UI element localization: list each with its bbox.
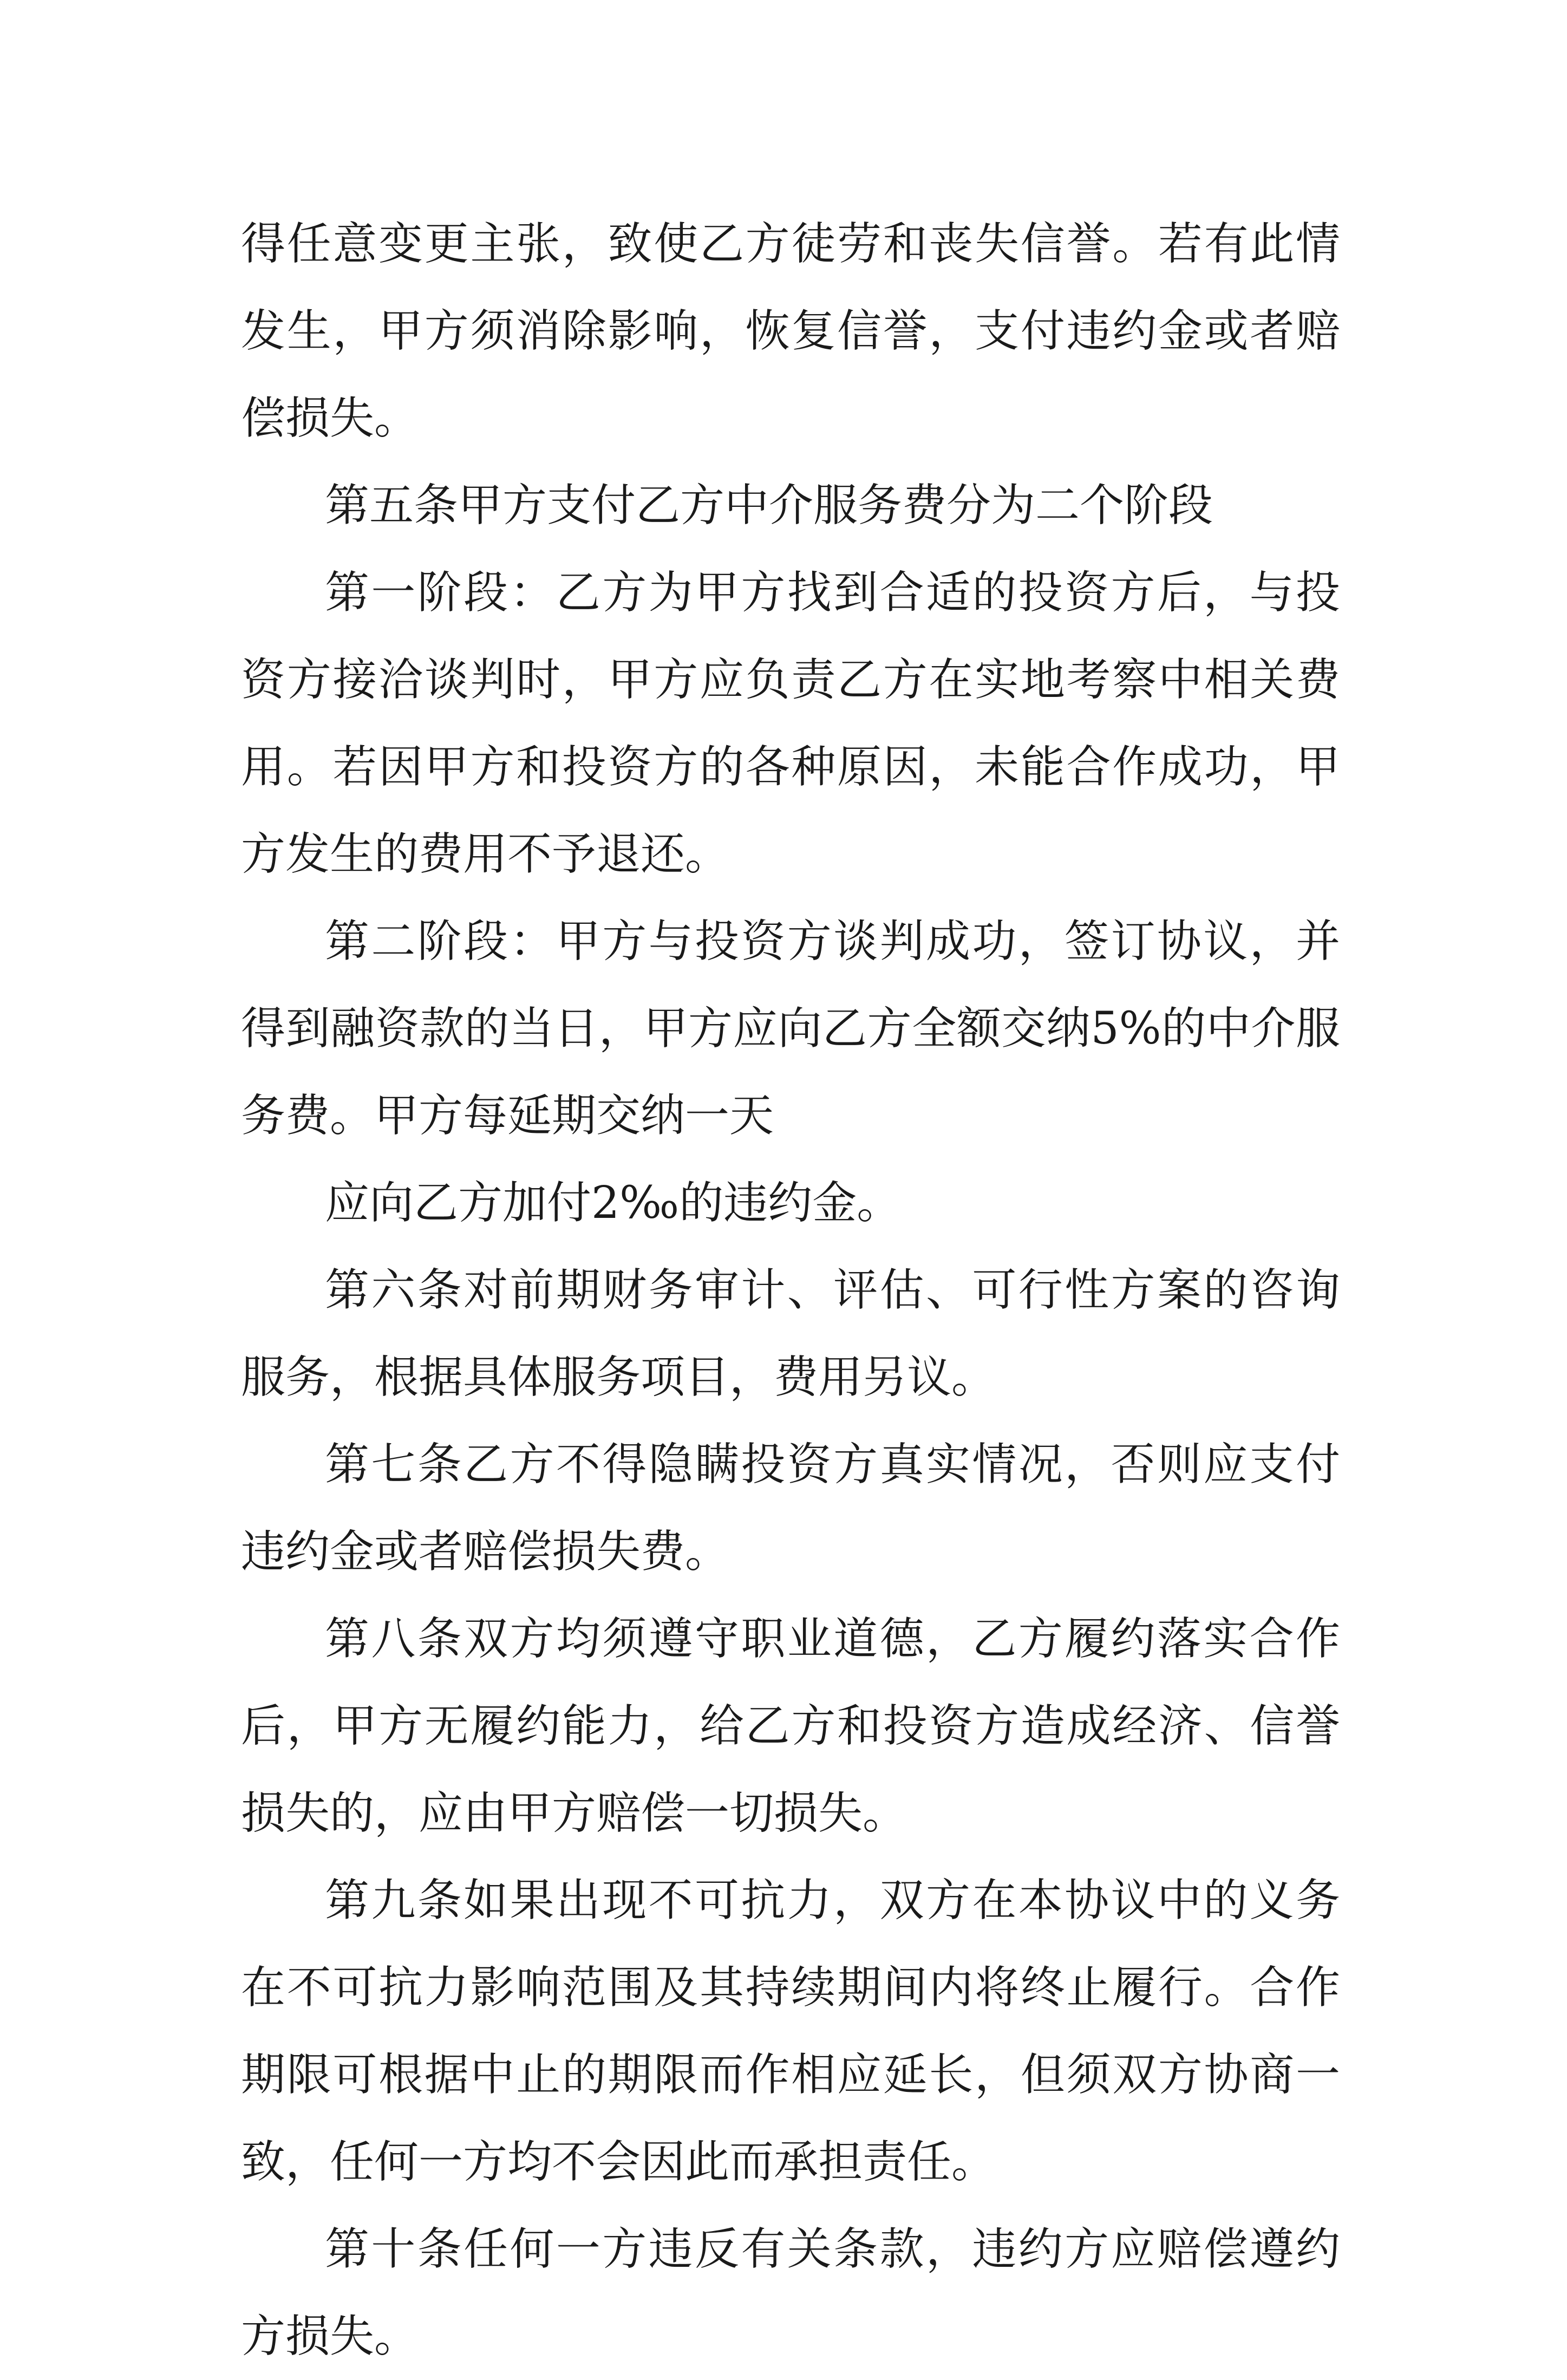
document-body — [241, 200, 1340, 2380]
paragraph-article-9: 第九条如果出现不可抗力，双方在本协议中的义务在不可抗力影响范围及其持续期间内将终止履行。合作期限可根据中止的期限而作相应延长，但须双方协商一致，任何一方均不会因此而承担责任。 — [241, 1875, 1340, 2188]
paragraph-penalty: 应向乙方加付2‰的违约金。 — [325, 1177, 902, 1229]
paragraph-stage-2: 第二阶段：甲方与投资方谈判成功，签订协议，并得到融资款的当日，甲方应向乙方全额交纳5%的中介服务费。甲方每延期交纳一天 — [241, 916, 1340, 1142]
paragraph-continuation: 得任意变更主张，致使乙方徒劳和丧失信誉。若有此情发生，甲方须消除影响，恢复信誉，支付违约金或者赔偿损失。 — [241, 218, 1340, 444]
paragraph-article-8: 第八条双方均须遵守职业道德，乙方履约落实合作后，甲方无履约能力，给乙方和投资方造成经济、信誉损失的，应由甲方赔偿一切损失。 — [241, 1613, 1340, 1839]
paragraph-stage-1: 第一阶段：乙方为甲方找到合适的投资方后，与投资方接洽谈判时，甲方应负责乙方在实地考察中相关费用。若因甲方和投资方的各种原因，未能合作成功，甲方发生的费用不予退还。 — [241, 567, 1340, 880]
paragraph-article-6: 第六条对前期财务审计、评估、可行性方案的咨询服务，根据具体服务项目，费用另议。 — [241, 1264, 1340, 1403]
paragraph-article-5: 第五条甲方支付乙方中介服务费分为二个阶段 — [325, 480, 1213, 531]
paragraph-article-7: 第七条乙方不得隐瞒投资方真实情况，否则应支付违约金或者赔偿损失费。 — [241, 1439, 1340, 1577]
paragraph-article-10: 第十条任何一方违反有关条款，违约方应赔偿遵约方损失。 — [241, 2223, 1340, 2362]
